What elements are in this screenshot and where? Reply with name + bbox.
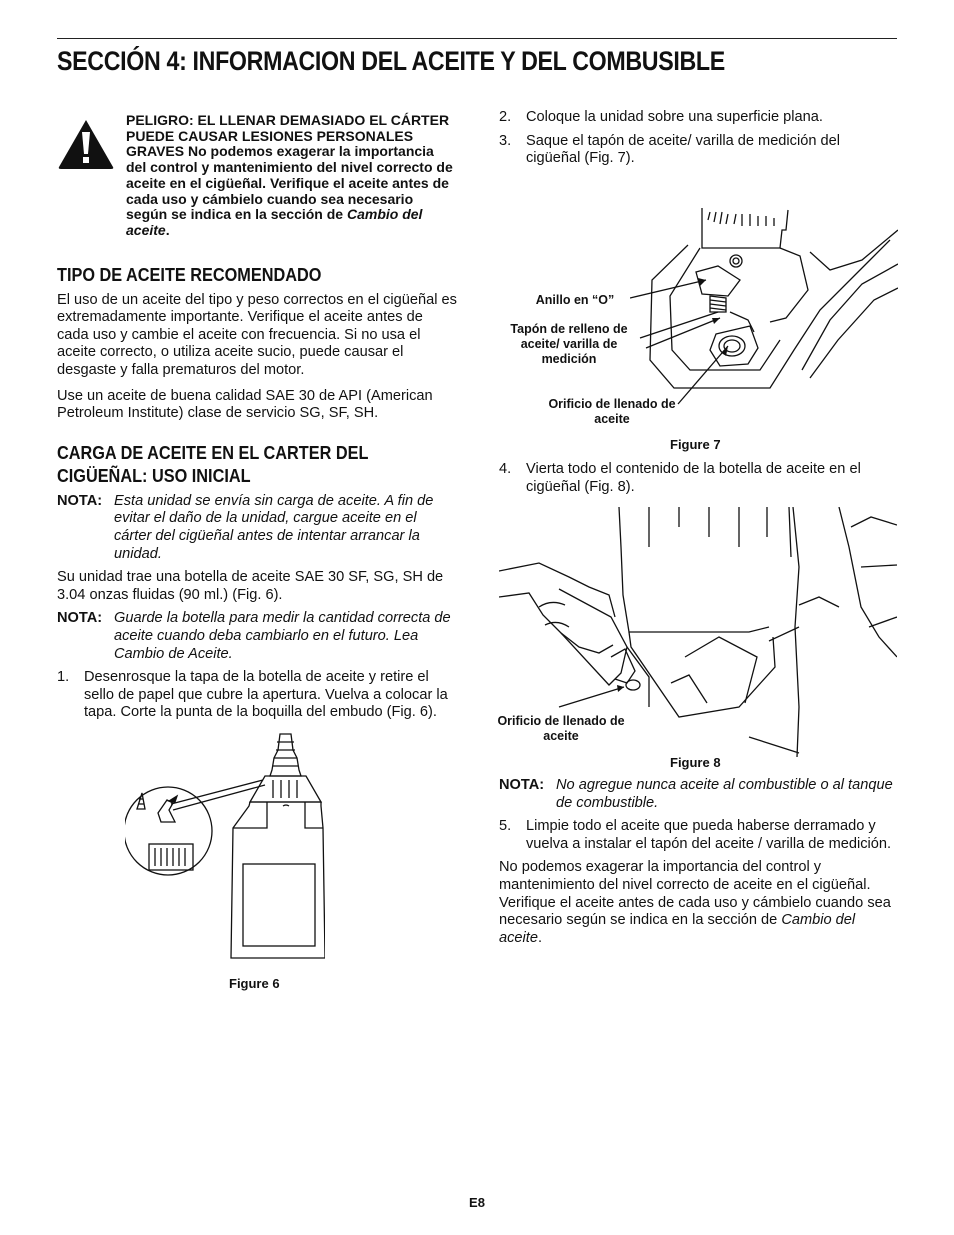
left-column [57, 110, 457, 722]
note-text: No agregue nunca aceite al combustible o al tanque de combustible. [556, 777, 893, 811]
warning-text: PELIGRO: EL LLENAR DEMASIADO EL CÁRTER PUEDE CAUSAR LESIONES PERSONALES GRAVES No podemos exagerar la importancia del control y mantenimiento del nivel correcto de aceite en el cigüeñal. Verifique el aceite antes de cada uso y cámbielo cuando sea necesario según se indica en la sección de Cambio del aceite. [126, 112, 453, 238]
figure-8-caption: Figure 8 [670, 755, 721, 770]
right-column-top [499, 109, 897, 168]
note-1 [57, 493, 457, 563]
carga-paragraph-1: Su unidad trae una botella de aceite SAE 30 SF, SG, SH de 3.04 onzas fluidas (90 ml.) (Fig. 6). [57, 569, 444, 603]
note-text: Esta unidad se envía sin carga de aceite. A fin de evitar el daño de la unidad, cargue aceite en el cárter del cigüeñal antes de intentar arrancar la unidad. [114, 492, 434, 562]
right-column-step4 [499, 461, 897, 496]
figure-7-label-oring: Anillo en “O” [535, 293, 615, 307]
danger-warning [57, 113, 457, 239]
figure-6-oil-bottle-illustration [125, 728, 325, 964]
figure-7-label-cap: Tapón de relleno de aceite/ varilla de medición [510, 322, 628, 366]
warning-triangle-icon [57, 118, 115, 170]
page-number: E8 [469, 1195, 485, 1210]
tipo-paragraph-2: Use un aceite de buena calidad SAE 30 de API (American Petroleum Institute) clase de servicio SG, SF, SH. [57, 387, 433, 422]
figure-8-label-fill-hole: Orificio de llenado de aceite [497, 714, 625, 743]
header-rule [57, 38, 897, 39]
step-number: 1. [57, 669, 70, 686]
figure-7-caption: Figure 7 [670, 437, 721, 452]
figure-7-label-fill-hole: Orificio de llenado de aceite [548, 397, 676, 426]
note-2 [57, 610, 457, 663]
step-text: Limpie todo el aceite que pueda haberse derramado y vuelva a instalar el tapón del aceite / varilla de medición. [526, 818, 892, 852]
right-column-bottom [499, 777, 897, 947]
step-number: 5. [499, 818, 512, 835]
note-text: Guarde la botella para medir la cantidad correcta de aceite cuando deba cambiarlo en el futuro. Lea Cambio de Aceite. [114, 610, 451, 662]
step-text: Saque el tapón de aceite/ varilla de medición del cigüeñal (Fig. 7). [526, 132, 840, 167]
step-text: Desenrosque la tapa de la botella de aceite y retire el sello de papel que cubre la apertura. Vuelva a colocar la tapa. Corte la punta de la boquilla del embudo (Fig. 6). [84, 669, 448, 721]
step-number: 3. [499, 132, 512, 149]
step-text: Vierta todo el contenido de la botella de aceite en el cigüeñal (Fig. 8). [526, 461, 861, 495]
step-number: 2. [499, 109, 512, 125]
note-3 [499, 777, 897, 812]
heading-tipo-aceite: TIPO DE ACEITE RECOMENDADO [57, 263, 322, 285]
step-number: 4. [499, 461, 512, 477]
step-2 [499, 109, 897, 127]
note-label: NOTA: [57, 492, 103, 509]
note-label: NOTA: [499, 777, 545, 793]
closing-paragraph: No podemos exagerar la importancia del control y mantenimiento del nivel correcto de aceite en el cigüeñal. Verifique el aceite antes de cada uso y cámbielo cuando sea necesario según se indica en la sección de Cambio del aceite. [499, 859, 891, 946]
step-4 [499, 461, 897, 496]
tipo-paragraph-1: El uso de un aceite del tipo y peso correctos en el cigüeñal es extremadamente importante. Verifique el aceite antes de cada uso y cambie el aceite con frecuencia. Si no usa el aceite correcto, o utiliza aceite sucio, puede causar el desgaste y falla prematuros del motor. [57, 291, 457, 378]
section-title: SECCIÓN 4: INFORMACION DEL ACEITE Y DEL COMBUSIBLE [57, 46, 725, 76]
step-1 [57, 669, 457, 722]
heading-carga-aceite: CARGA DE ACEITE EN EL CARTER DEL CIGÜEÑAL: USO INICIAL [57, 441, 369, 486]
figure-6-caption: Figure 6 [229, 976, 280, 991]
step-text: Coloque la unidad sobre una superficie plana. [526, 109, 823, 125]
step-3 [499, 133, 897, 168]
figure-7-oil-cap-illustration [630, 200, 898, 405]
step-5 [499, 818, 897, 853]
note-label: NOTA: [57, 610, 103, 627]
